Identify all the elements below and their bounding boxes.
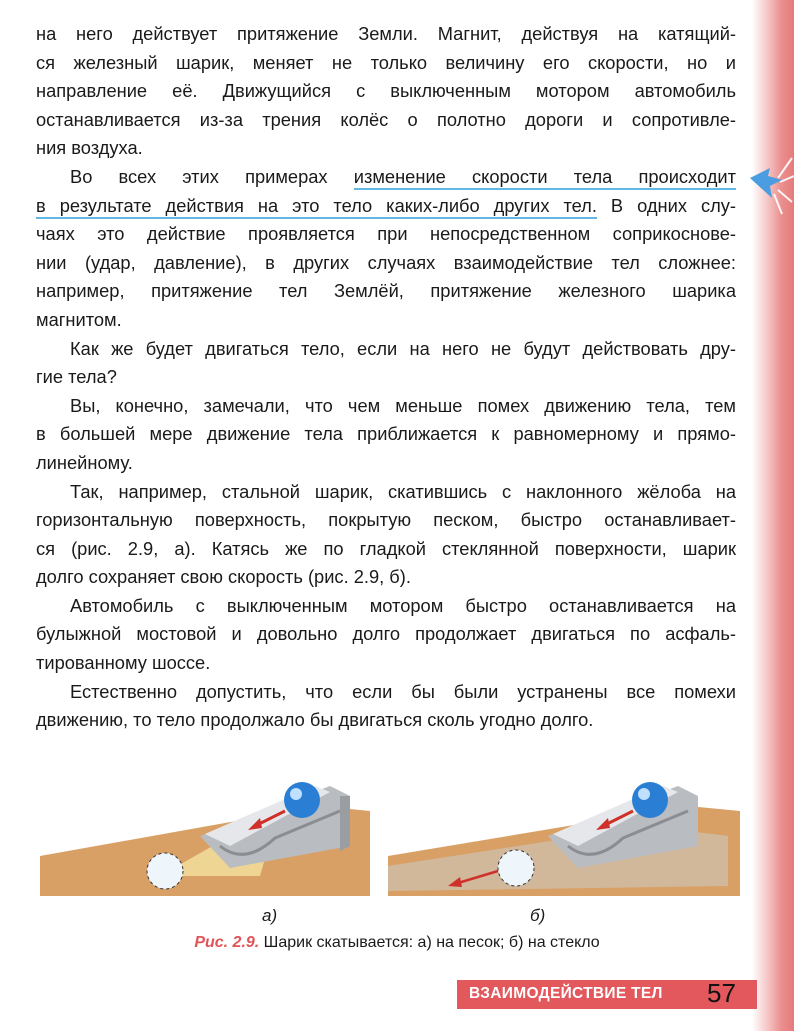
figure-panel-a: [40, 782, 370, 896]
text-segment: нии (удар, давление), в других случаях взаимодействие тел сложнее:: [36, 251, 736, 273]
text-line: [36, 678, 736, 707]
figure-caption: [0, 934, 794, 952]
text-line: [36, 77, 736, 106]
text-line: [36, 49, 736, 78]
text-line: [36, 649, 736, 678]
text-line: [36, 335, 736, 364]
text-line: [36, 20, 736, 49]
caption-label: Рис. 2.9.: [194, 934, 260, 951]
paragraph: [36, 478, 736, 592]
text-segment: Так, например, стальной шарик, скатившись с наклонного жёлоба на: [70, 480, 736, 502]
text-segment: Как же будет двигаться тело, если на него не будут действовать дру-: [70, 337, 736, 359]
text-line: [36, 535, 736, 564]
figure-2-9: [40, 756, 740, 906]
paragraph: [36, 163, 736, 335]
text-segment: булыжной мостовой и довольно долго продолжает двигаться по асфаль-: [36, 623, 736, 645]
paragraph: [36, 678, 736, 735]
text-segment: Вы, конечно, замечали, что чем меньше помех движению тела, тем: [70, 394, 736, 416]
figure-panel-b: [388, 782, 740, 896]
text-line: [36, 392, 736, 421]
key-point-arrow-icon: [748, 150, 794, 220]
text-segment: ся железный шарик, меняет не только величину его скорости, но и: [36, 51, 736, 73]
section-title: ВЗАИМОДЕЙСТВИЕ ТЕЛ: [469, 985, 663, 1002]
text-segment: линейному.: [36, 451, 133, 473]
paragraph: [36, 392, 736, 478]
body-text: [36, 20, 736, 735]
highlighted-definition: в результате действия на это тело каких-либо других тел.: [36, 195, 597, 219]
text-line: [36, 449, 736, 478]
text-line: [36, 478, 736, 507]
paragraph: [36, 20, 736, 163]
text-segment: например, притяжение тел Землёй, притяжение железного шарика: [36, 280, 736, 302]
figure-label-a: а): [262, 906, 278, 925]
text-segment: долго сохраняет свою скорость (рис. 2.9, б).: [36, 566, 411, 588]
text-segment: чаях это действие проявляется при непосредственном соприкоснове-: [36, 223, 736, 245]
text-segment: гие тела?: [36, 366, 117, 388]
highlighted-definition: изменение скорости тела происходит: [354, 166, 736, 190]
text-line: [36, 192, 736, 221]
caption-text: Шарик скатывается: а) на песок; б) на стекло: [259, 934, 600, 951]
text-line: [36, 134, 736, 163]
paragraph: [36, 592, 736, 678]
text-line: [36, 563, 736, 592]
text-line: [36, 506, 736, 535]
text-segment: Во всех этих примерах: [70, 165, 354, 187]
text-segment: магнитом.: [36, 308, 122, 330]
text-segment: ния воздуха.: [36, 137, 143, 159]
text-line: [36, 592, 736, 621]
text-segment: Естественно допустить, что если бы были устранены все помехи: [70, 680, 736, 702]
text-segment: направление её. Движущийся с выключенным мотором автомобиль: [36, 80, 736, 102]
page-number: 57: [707, 978, 736, 1008]
text-segment: ся (рис. 2.9, а). Катясь же по гладкой стеклянной поверхности, шарик: [36, 537, 736, 559]
text-line: [36, 106, 736, 135]
text-line: [36, 706, 736, 735]
figure-label-b: б): [530, 906, 546, 925]
text-line: [36, 163, 736, 192]
text-segment: горизонтальную поверхность, покрытую песком, быстро останавливает-: [36, 509, 736, 531]
text-line: [36, 249, 736, 278]
text-line: [36, 420, 736, 449]
running-footer: [457, 980, 757, 1009]
text-line: [36, 306, 736, 335]
text-line: [36, 277, 736, 306]
text-line: [36, 363, 736, 392]
text-segment: на него действует притяжение Земли. Магнит, действуя на катящий-: [36, 23, 736, 44]
text-line: [36, 620, 736, 649]
text-segment: Автомобиль с выключенным мотором быстро останавливается на: [70, 594, 736, 616]
text-segment: В одних слу-: [596, 194, 736, 216]
text-segment: движению, то тело продолжало бы двигаться сколь угодно долго.: [36, 709, 594, 731]
paragraph: [36, 335, 736, 392]
text-segment: тированному шоссе.: [36, 652, 211, 674]
text-segment: останавливается из-за трения колёс о полотно дороги и сопротивле-: [36, 108, 736, 130]
text-segment: в большей мере движение тела приближается к равномерному и прямо-: [36, 423, 736, 445]
text-line: [36, 220, 736, 249]
